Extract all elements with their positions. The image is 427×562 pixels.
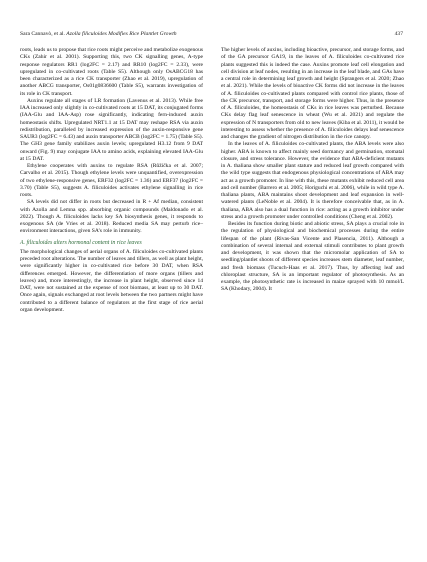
right-text-column (221, 47, 404, 294)
paragraph: In the leaves of A. filiculoides co-cultivated plants, the ABA levels were also higher. ABA is known to affect mainly seed dormancy and germination, stomatal closure, and stress tolerance. However, the evidence that ABA-deficient mutants in A. thaliana show smaller plant stature and reduced leaf growth compared with the wild type suggests that endogenous physiological concentrations of ABA may act as a growth promoter. In line with this, these mutants exhibit reduced cell area and cell number (Barrero et al. 2005; Horiguchi et al. 2006), while in wild type A. thaliana plants, ABA maintains shoot development and leaf expansion in well-watered plants (LeNoble et al. 2004). It is therefore conceivable that, as in A. thaliana, ABA also has a dual function in rice: acting as a growth inhibitor under stress and a growth promoter under controlled conditions (Cheng et al. 2002). (221, 141, 404, 220)
paragraph: Ethylene cooperates with auxins to regulate RSA (Růžička et al. 2007; Carvalho et al. 2015). Though ethylene levels were unquantified, overexpression of two ethylene-responsive genes, ERF32 (log2FC = 1.36) and ERF37 (log2FC = 3.70) (Table S5), suggests A. filiculoides activates ethylene signalling in rice roots. (20, 163, 203, 198)
header-authors: Sara Cannavò, et al. (20, 31, 67, 37)
header-article-title: Azolla filiculoides Modifies Rice Plantlet Growth (66, 31, 177, 37)
left-text-column (20, 47, 203, 314)
paragraph: The higher levels of auxins, including bioactive, precursor, and storage forms, and of the GA precursor GA19, in the leaves of A. filiculoides co-cultivated rice plants suggested this is indeed the case. Auxins promote leaf cell elongation and cell division at leaf nodes, resulting in an increase in the leaf blade, and GAs have a central role in determining leaf growth and height (Sprangers et al. 2020; Zhao et al. 2021). While the levels of bioactive CK forms did not increase in the leaves of A. filiculoides co-cultivated plants compared with control rice plants, those of the CK precursor, transport, and storage forms were higher. Thus, in the presence of A. filiculoides, the homeostasis of CKs in rice leaves was perturbed. Because CKs delay flag leaf senescence in wheat (Wu et al. 2021) and regulate the expression of N transporters from old to new leaves (Kiba et al. 2011), it would be interesting to assess whether the presence of A. filiculoides delays leaf senescence and changes the gradient of nitrogen distribution in the rice canopy. (221, 47, 404, 140)
running-header-authors-title (20, 31, 177, 37)
page-number: 437 (394, 31, 403, 37)
running-header (20, 31, 403, 41)
paragraph: The morphological changes of aerial organs of A. filiculoides co-cultivated plants preceded root alterations. The number of leaves and tillers, as well as plant height, were significantly higher in co-cultivated rice before 30 DAT, when RSA differences emerged. However, the differentiation of more organs (tillers and leaves) and, more interestingly, the increase in plant height, observed since 14 DAT, were not sustained at the expense of root biomass, at least up to 30 DAT. Once again, signals exchanged at root levels between the two partners might have contributed to a different balance of regulators at the first stage of rice aerial organ development. (20, 248, 203, 313)
section-heading: A. filiculoides alters hormonal content in rice leaves (20, 239, 142, 246)
paragraph: roots, leads us to propose that rice roots might perceive and metabolize exogenous CKs (Zahir et al. 2001). Supporting this, two CK signalling genes, A-type response regulators RR1 (log2FC = 2.17) and RR10 (log2FC = 2.33), were upregulated in co-cultivated roots (Table S5). Although only OsABCG18 has been characterized as a rice CK transporter (Zhao et al. 2019), upregulation of another ABCG transporter, Os01g0836600 (Table S5), warrants investigation of its role in CK transport. (20, 47, 203, 97)
paragraph: SA levels did not differ in roots but decreased in R + Af median, consistent with Azolla and Lemna spp. absorbing organic compounds (Maldonado et al. 2022). Though A. filiculoides lacks key SA biosynthesis genes, it responds to exogenous SA (de Vries et al. 2018). Reduced media SA may perturb rice–environment interactions, given SA’s role in immunity. (20, 199, 203, 235)
paragraph: Besides its function during biotic and abiotic stress, SA plays a crucial role in the regulation of physiological and biochemical processes during the entire lifespan of the plant (Rivas-San Vicente and Plasencia, 2011). Although a combination of several internal and external stimuli contributes to plant growth and development, it was shown that the micromolar application of SA to seedling/plantlet shoots of different species increases stem diameter, leaf number, and fresh biomass (Tucuch-Haas et al. 2017). Thus, by affecting leaf and chloroplast structure, SA is an important regulator of photosynthesis. As an example, the photosynthetic rate is increased in maize sprayed with 10 mmol/L SA (Khodary, 2004). It (221, 221, 404, 293)
paragraph: Auxins regulate all stages of LR formation (Lavenus et al. 2013). While free IAA increased only slightly in co-cultivated roots at 15 DAT, its conjugated forms (IAA-Glu and IAA-Asp) rose significantly, indicating fern-induced auxin homeostasis shifts. Upregulated NRT1.1 at 15 DAT may reshape RSA via auxin redistribution, paralleled by increased expression of the auxin-responsive gene SAUR3 (log2FC = 6.43) and auxin transporter ABCB (log2FC = 1.75) (Table S5). The GH3 gene family stabilizes auxin levels; upregulated H3.12 from 9 DAT onward (Fig. 9) may conjugate IAA to amino acids, explaining elevated IAA-Glu at 15 DAT. (20, 97, 203, 162)
